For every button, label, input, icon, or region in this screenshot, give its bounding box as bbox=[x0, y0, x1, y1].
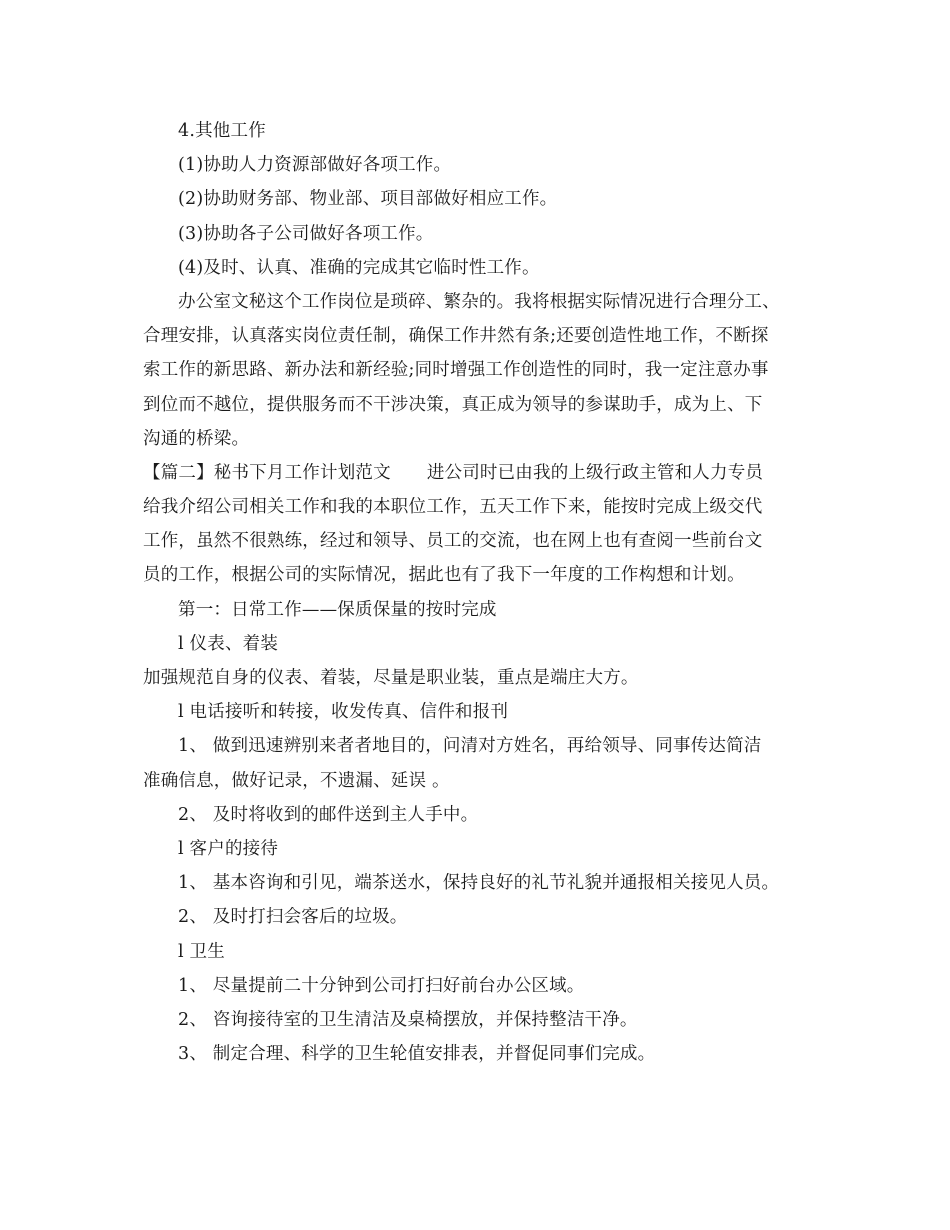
paragraph-line: (4)及时、认真、准确的完成其它临时性工作。 bbox=[178, 257, 540, 278]
paragraph-line: 工作，虽然不很熟练，经过和领导、员工的交流，也在网上也有查阅一些前台文 bbox=[143, 531, 763, 552]
paragraph-line: 加强规范自身的仪表、着装，尽量是职业装，重点是端庄大方。 bbox=[143, 668, 639, 688]
numbered-item: 1、 尽量提前二十分钟到公司打扫好前台办公区域。 bbox=[178, 975, 585, 996]
numbered-item: 1、 做到迅速辨别来者者地目的，问清对方姓名，再给领导、同事传达简洁 bbox=[178, 736, 762, 757]
paragraph-line: (1)协助人力资源部做好各项工作。 bbox=[178, 155, 452, 176]
numbered-item: 2、 咨询接待室的卫生清洁及桌椅摆放，并保持整洁干净。 bbox=[178, 1009, 638, 1030]
paragraph-line: 4.其他工作 bbox=[178, 121, 266, 141]
paragraph-line: (3)协助各子公司做好各项工作。 bbox=[178, 223, 434, 244]
paragraph-line: 第一：日常工作——保质保量的按时完成 bbox=[178, 599, 497, 620]
paragraph-line: 给我介绍公司相关工作和我的本职位工作，五天工作下来，能按时完成上级交代 bbox=[143, 497, 763, 518]
section-heading: 【篇二】秘书下月工作计划范文 bbox=[143, 462, 391, 483]
paragraph-line: 办公室文秘这个工作岗位是琐碎、繁杂的。我将根据实际情况进行合理分工、 bbox=[178, 291, 780, 312]
paragraph-line: (2)协助财务部、物业部、项目部做好相应工作。 bbox=[178, 189, 558, 210]
numbered-item: 2、 及时将收到的邮件送到主人手中。 bbox=[178, 804, 479, 825]
paragraph-text: 进公司时已由我的上级行政主管和人力专员 bbox=[426, 462, 764, 483]
paragraph-line: 合理安排，认真落实岗位责任制，确保工作井然有条;还要创造性地工作，不断探 bbox=[143, 326, 769, 347]
bullet-heading: l 电话接听和转接，收发传真、信件和报刊 bbox=[178, 702, 509, 723]
paragraph-line: 准确信息，做好记录，不遗漏、延误 。 bbox=[143, 770, 450, 791]
bullet-heading: l 仪表、着装 bbox=[178, 633, 279, 654]
document-body bbox=[143, 114, 811, 1071]
numbered-item: 1、 基本咨询和引见，端茶送水，保持良好的礼节礼貌并通报相关接见人员。 bbox=[178, 873, 780, 894]
bullet-heading: l 客户的接待 bbox=[178, 838, 279, 859]
numbered-item: 2、 及时打扫会客后的垃圾。 bbox=[178, 907, 408, 928]
paragraph-line: 到位而不越位，提供服务而不干涉决策，真正成为领导的参谋助手，成为上、下 bbox=[143, 394, 763, 415]
paragraph-line: 沟通的桥梁。 bbox=[143, 428, 250, 449]
section-heading-line bbox=[143, 456, 811, 490]
paragraph-line: 索工作的新思路、新办法和新经验;同时增强工作创造性的同时，我一定注意办事 bbox=[143, 360, 769, 381]
bullet-heading: l 卫生 bbox=[178, 941, 225, 962]
paragraph-line: 员的工作，根据公司的实际情况，据此也有了我下一年度的工作构想和计划。 bbox=[143, 565, 745, 586]
numbered-item: 3、 制定合理、科学的卫生轮值安排表，并督促同事们完成。 bbox=[178, 1044, 656, 1065]
